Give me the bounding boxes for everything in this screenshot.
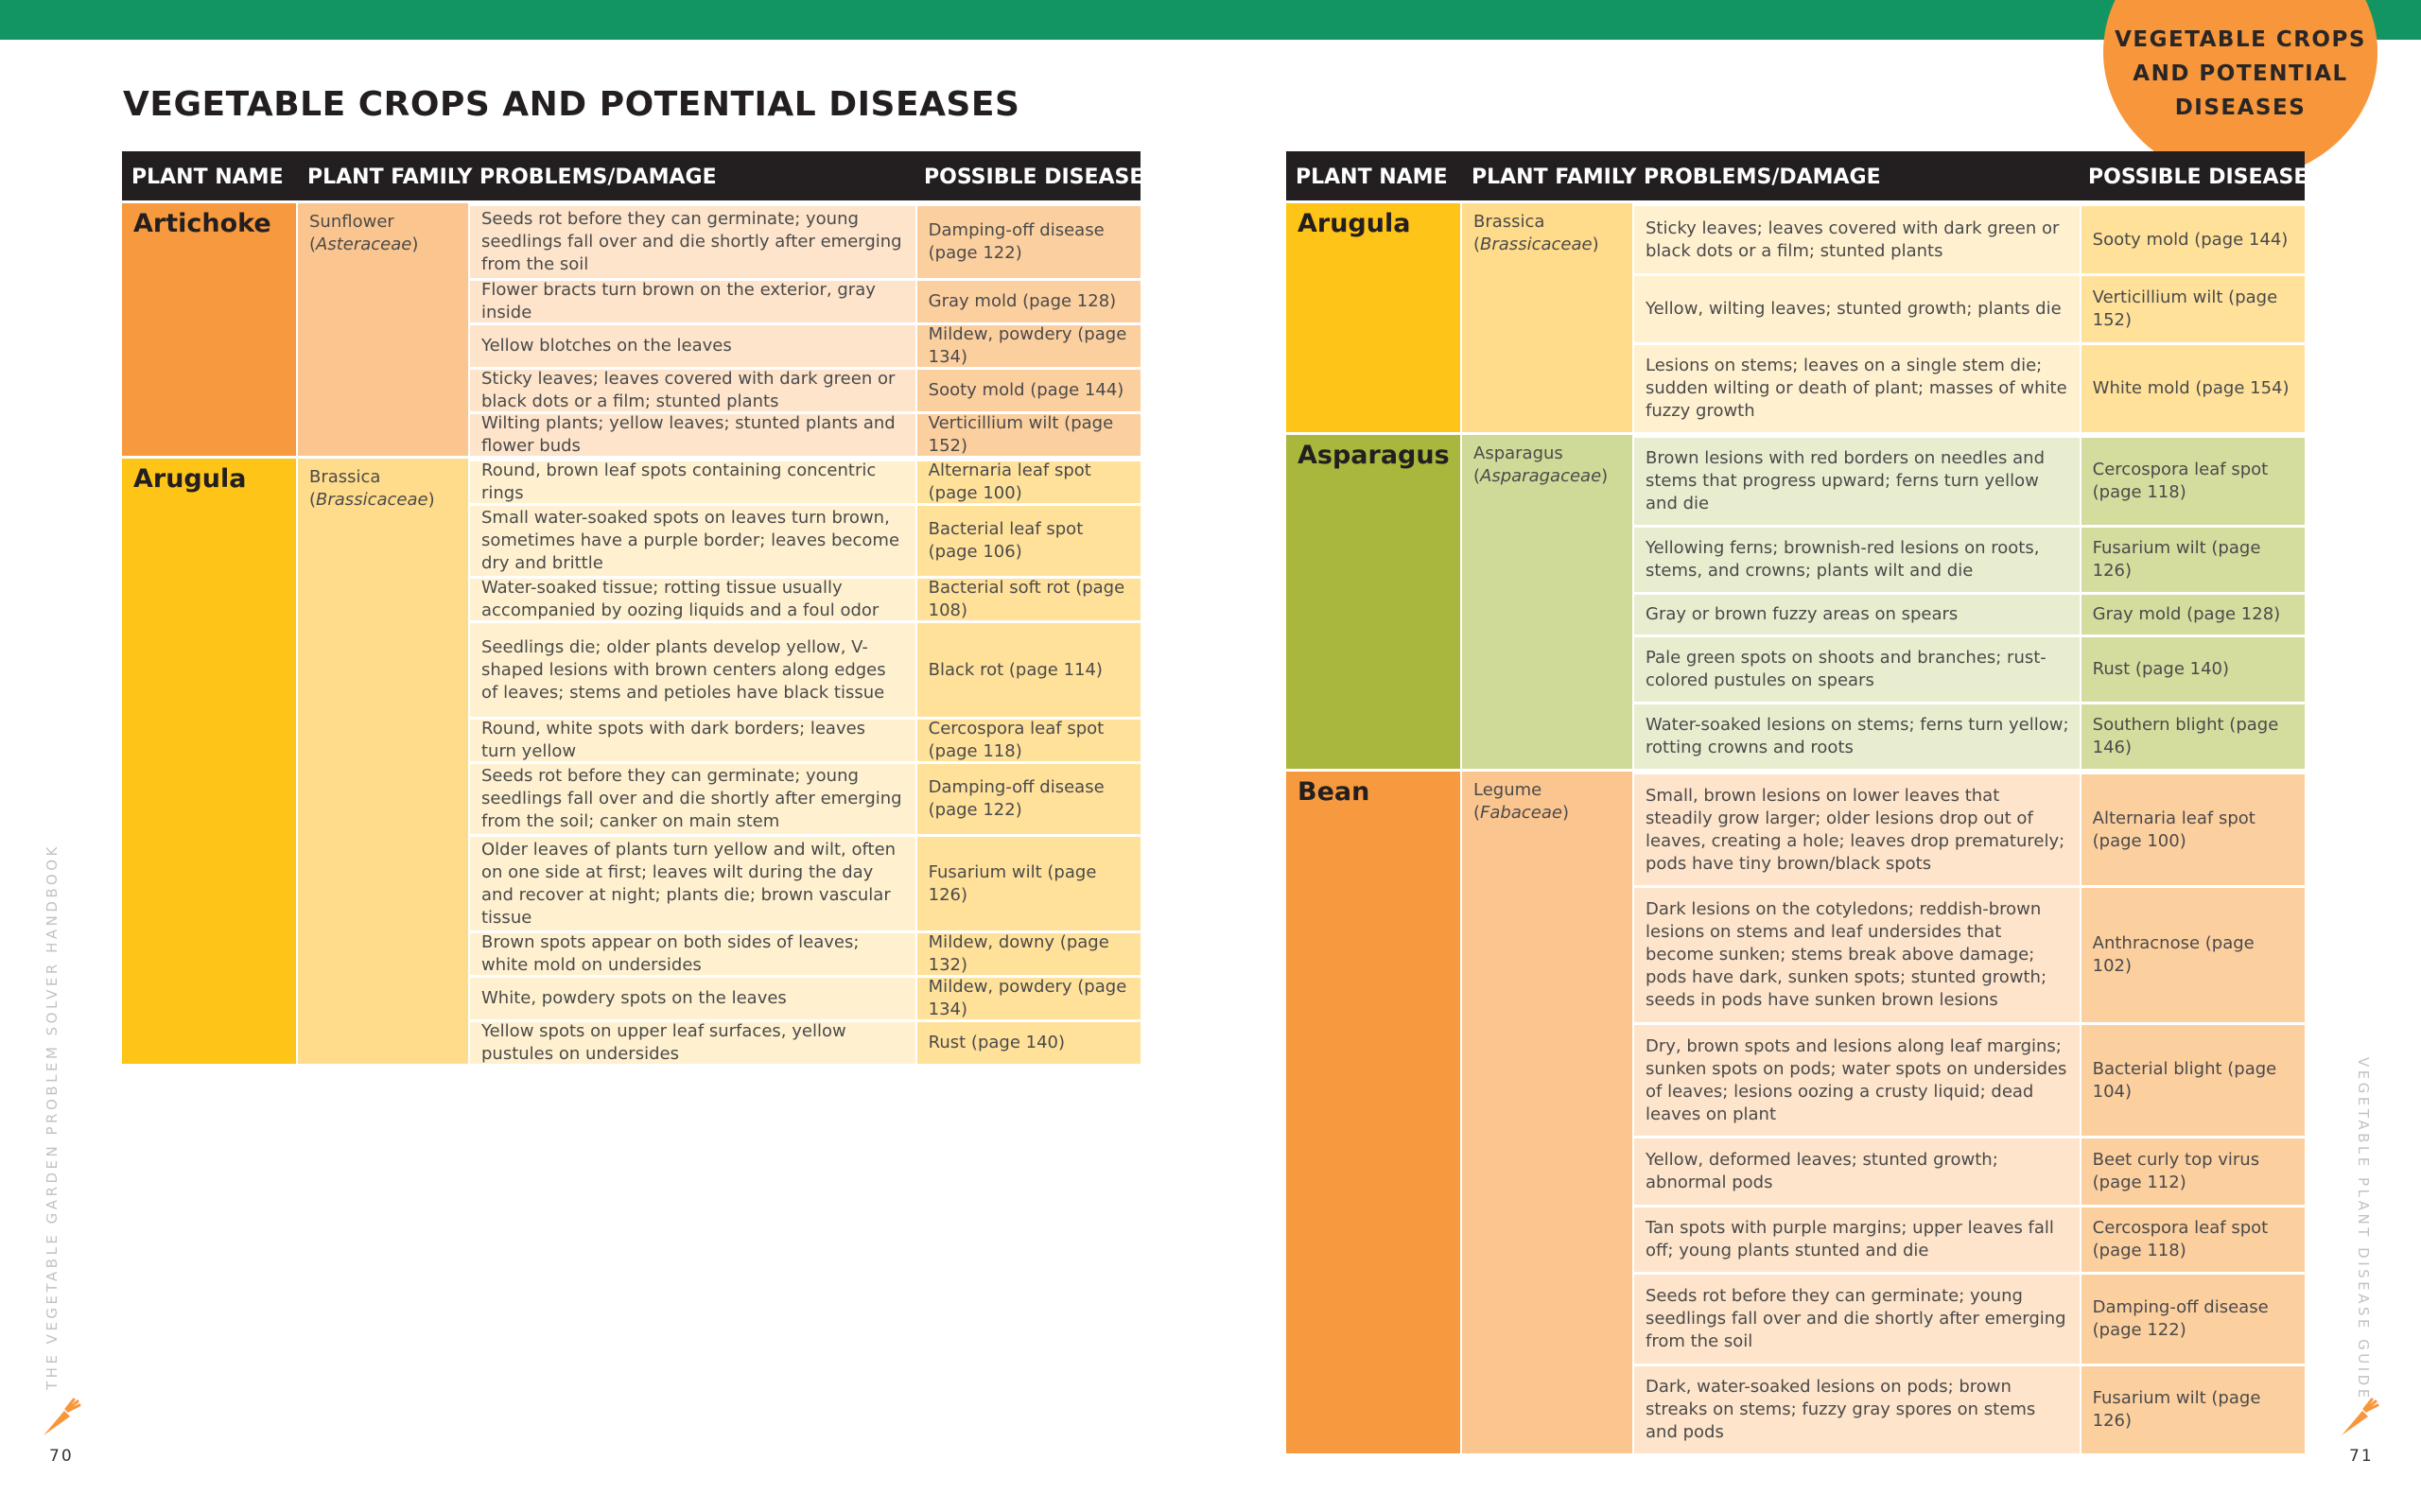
problem-cell: Dark, water-soaked lesions on pods; brown streaks on stems; fuzzy gray spores on stems and pods (1634, 1366, 2080, 1453)
disease-cell: Fusarium wilt (page 126) (917, 837, 1141, 930)
family-latin-name: Brassicaceae (1480, 235, 1593, 254)
disease-cell: Mildew, downy (page 132) (917, 933, 1141, 975)
plant-group (1286, 432, 2305, 769)
plant-family-name: Asparagus (Asparagaceae) (1473, 443, 1609, 486)
disease-cell: Fusarium wilt (page 126) (2081, 1366, 2305, 1453)
disease-cell: Sooty mold (page 144) (917, 370, 1141, 411)
table-body (122, 200, 1141, 1064)
table-row (1634, 634, 2305, 702)
plant-group (1286, 769, 2305, 1453)
family-common-name: Asparagus (1473, 443, 1563, 463)
table-row (1634, 702, 2305, 769)
header-plant-family: PLANT FAMILY (1472, 165, 1637, 189)
disease-cell: Damping-off disease (page 122) (2081, 1275, 2305, 1364)
plant-name-cell (1286, 435, 1460, 769)
table-row (470, 459, 1141, 503)
table-row (470, 503, 1141, 576)
problem-cell: Yellow blotches on the leaves (470, 325, 915, 367)
table-row (1634, 525, 2305, 592)
plant-family-cell (298, 203, 468, 456)
problem-cell: Pale green spots on shoots and branches; rust-colored pustules on spears (1634, 637, 2080, 702)
table-row (470, 367, 1141, 411)
plant-name-cell (122, 459, 296, 1064)
table-row (1634, 1205, 2305, 1272)
table-row (470, 834, 1141, 930)
disease-cell: Cercospora leaf spot (page 118) (2081, 438, 2305, 525)
problem-cell: Small, brown lesions on lower leaves that steadily grow larger; older lesions drop out of leaves, creating a hole; leaves drop prematurely; pods have tiny brown/black spots (1634, 774, 2080, 885)
table-header (122, 151, 1144, 200)
table-row (1634, 885, 2305, 1022)
table-row (470, 717, 1141, 761)
plant-family-cell (298, 459, 468, 1064)
problem-cell: Yellow, wilting leaves; stunted growth; plants die (1634, 276, 2080, 342)
page-number-left: 70 (49, 1447, 74, 1466)
section-badge-text: VEGETABLE CROPS AND POTENTIAL DISEASES (2115, 27, 2366, 120)
disease-cell: Mildew, powdery (page 134) (917, 978, 1141, 1019)
left-disease-table (122, 151, 1144, 1064)
problem-cell: Dark lesions on the cotyledons; reddish-brown lesions on stems and leaf undersides that become sunken; stems break above damage; pods have dark, sunken spots; stunted growth; seeds in pods have sunken brown lesions (1634, 888, 2080, 1022)
table-row (470, 576, 1141, 620)
header-plant-name: PLANT NAME (131, 165, 284, 189)
disease-cell: Bacterial leaf spot (page 106) (917, 506, 1141, 576)
table-row (1634, 1022, 2305, 1136)
table-row (470, 975, 1141, 1019)
disease-cell: Black rot (page 114) (917, 623, 1141, 717)
plant-family-name: Sunflower (Asteraceae) (309, 212, 419, 254)
problem-cell: Sticky leaves; leaves covered with dark green or black dots or a film; stunted plants (1634, 206, 2080, 273)
problem-cell: Flower bracts turn brown on the exterior, gray inside (470, 281, 915, 322)
problem-cell: Sticky leaves; leaves covered with dark green or black dots or a film; stunted plants (470, 370, 915, 411)
problem-cell: Gray or brown fuzzy areas on spears (1634, 595, 2080, 634)
problem-cell: Round, white spots with dark borders; leaves turn yellow (470, 720, 915, 761)
plant-family-cell (1462, 435, 1632, 769)
disease-cell: Cercospora leaf spot (page 118) (2081, 1208, 2305, 1272)
table-row (470, 620, 1141, 717)
table-row (1634, 435, 2305, 525)
family-common-name: Brassica (309, 467, 381, 487)
header-problems: PROBLEMS/DAMAGE (479, 165, 717, 189)
plant-name: Arugula (133, 464, 247, 494)
disease-cell: Bacterial soft rot (page 108) (917, 579, 1141, 620)
disease-cell: Mildew, powdery (page 134) (917, 325, 1141, 367)
disease-cell: Southern blight (page 146) (2081, 704, 2305, 769)
problem-cell: White, powdery spots on the leaves (470, 978, 915, 1019)
plant-group (122, 200, 1141, 456)
disease-cell: Damping-off disease (page 122) (917, 764, 1141, 834)
problem-cell: Small water-soaked spots on leaves turn brown, sometimes have a purple border; leaves become dry and brittle (470, 506, 915, 576)
problem-cell: Wilting plants; yellow leaves; stunted plants and flower buds (470, 414, 915, 456)
disease-cell: Rust (page 140) (917, 1022, 1141, 1064)
table-body (1286, 200, 2305, 1453)
problem-cell: Yellow, deformed leaves; stunted growth; abnormal pods (1634, 1138, 2080, 1205)
family-latin-name: Brassicaceae (316, 490, 428, 510)
header-disease: POSSIBLE DISEASE (924, 165, 1144, 189)
problem-cell: Seeds rot before they can germinate; young seedlings fall over and die shortly after emerging from the soil; canker on main stem (470, 764, 915, 834)
disease-cell: Alternaria leaf spot (page 100) (2081, 774, 2305, 885)
table-header (1286, 151, 2308, 200)
header-disease: POSSIBLE DISEASE (2088, 165, 2308, 189)
table-row (1634, 342, 2305, 432)
disease-cell: Cercospora leaf spot (page 118) (917, 720, 1141, 761)
family-latin-name: Asteraceae (316, 235, 412, 254)
disease-cell: Anthracnose (page 102) (2081, 888, 2305, 1022)
plant-group (1286, 200, 2305, 432)
family-common-name: Legume (1473, 780, 1542, 800)
problem-cell: Yellow spots on upper leaf surfaces, yellow pustules on undersides (470, 1022, 915, 1064)
table-row (470, 1019, 1141, 1064)
header-plant-name: PLANT NAME (1296, 165, 1448, 189)
plant-family-cell (1462, 203, 1632, 432)
family-common-name: Brassica (1473, 212, 1545, 232)
header-plant-family: PLANT FAMILY (307, 165, 473, 189)
disease-cell: Bacterial blight (page 104) (2081, 1025, 2305, 1136)
table-row (470, 411, 1141, 456)
problem-cell: Seedlings die; older plants develop yellow, V-shaped lesions with brown centers along edges of leaves; stems and petioles have black tissue (470, 623, 915, 717)
chapter-side-text: VEGETABLE PLANT DISEASE GUIDE (2355, 1057, 2372, 1401)
disease-cell: Rust (page 140) (2081, 637, 2305, 702)
plant-family-name: Brassica (Brassicaceae) (1473, 212, 1599, 254)
plant-name-cell (1286, 772, 1460, 1453)
disease-cell: Verticillium wilt (page 152) (917, 414, 1141, 456)
problem-cell: Water-soaked lesions on stems; ferns turn yellow; rotting crowns and roots (1634, 704, 2080, 769)
problem-cell: Yellowing ferns; brownish-red lesions on roots, stems, and crowns; plants wilt and die (1634, 528, 2080, 592)
plant-name: Asparagus (1298, 441, 1450, 470)
problem-cell: Brown lesions with red borders on needles and stems that progress upward; ferns turn yellow and die (1634, 438, 2080, 525)
table-row (1634, 772, 2305, 885)
problem-cell: Seeds rot before they can germinate; young seedlings fall over and die shortly after emerging from the soil (1634, 1275, 2080, 1364)
plant-name-cell (122, 203, 296, 456)
plant-name-cell (1286, 203, 1460, 432)
problem-cell: Seeds rot before they can germinate; young seedlings fall over and die shortly after emerging from the soil (470, 206, 915, 278)
table-row (1634, 203, 2305, 273)
table-row (1634, 1136, 2305, 1205)
disease-cell: Gray mold (page 128) (2081, 595, 2305, 634)
book-title-side-text: THE VEGETABLE GARDEN PROBLEM SOLVER HANDBOOK (44, 843, 61, 1390)
problem-cell: Water-soaked tissue; rotting tissue usually accompanied by oozing liquids and a foul odor (470, 579, 915, 620)
plant-family-cell (1462, 772, 1632, 1453)
table-row (1634, 1272, 2305, 1364)
page-number-right: 71 (2349, 1447, 2374, 1466)
family-latin-name: Fabaceae (1480, 803, 1562, 823)
disease-cell: White mold (page 154) (2081, 345, 2305, 432)
problem-cell: Tan spots with purple margins; upper leaves fall off; young plants stunted and die (1634, 1208, 2080, 1272)
disease-cell: Damping-off disease (page 122) (917, 206, 1141, 278)
table-row (1634, 1364, 2305, 1453)
disease-cell: Sooty mold (page 144) (2081, 206, 2305, 273)
disease-cell: Alternaria leaf spot (page 100) (917, 461, 1141, 503)
table-row (1634, 273, 2305, 342)
table-row (470, 278, 1141, 322)
plant-group (122, 456, 1141, 1064)
plant-name: Arugula (1298, 209, 1411, 238)
family-common-name: Sunflower (309, 212, 394, 232)
right-disease-table (1286, 151, 2308, 1453)
family-latin-name: Asparagaceae (1480, 466, 1602, 486)
header-problems: PROBLEMS/DAMAGE (1644, 165, 1881, 189)
plant-name: Bean (1298, 777, 1370, 807)
problem-cell: Lesions on stems; leaves on a single stem die; sudden wilting or death of plant; masses of white fuzzy growth (1634, 345, 2080, 432)
table-row (470, 322, 1141, 367)
problem-cell: Round, brown leaf spots containing concentric rings (470, 461, 915, 503)
page-title: VEGETABLE CROPS AND POTENTIAL DISEASES (123, 85, 1020, 124)
plant-family-name: Legume (Fabaceae) (1473, 780, 1569, 823)
table-row (1634, 592, 2305, 634)
disease-cell: Verticillium wilt (page 152) (2081, 276, 2305, 342)
table-row (470, 761, 1141, 834)
table-row (470, 203, 1141, 278)
problem-cell: Brown spots appear on both sides of leaves; white mold on undersides (470, 933, 915, 975)
top-green-bar (0, 0, 2421, 40)
carrot-icon (38, 1396, 81, 1439)
problem-cell: Dry, brown spots and lesions along leaf margins; sunken spots on pods; water spots on undersides of leaves; lesions oozing a crusty liquid; dead leaves on plant (1634, 1025, 2080, 1136)
disease-cell: Fusarium wilt (page 126) (2081, 528, 2305, 592)
disease-cell: Gray mold (page 128) (917, 281, 1141, 322)
plant-family-name: Brassica (Brassicaceae) (309, 467, 435, 510)
plant-name: Artichoke (133, 209, 271, 238)
carrot-icon (2336, 1396, 2379, 1439)
problem-cell: Older leaves of plants turn yellow and wilt, often on one side at first; leaves wilt during the day and recover at night; plants die; brown vascular tissue (470, 837, 915, 930)
table-row (470, 930, 1141, 975)
disease-cell: Beet curly top virus (page 112) (2081, 1138, 2305, 1205)
